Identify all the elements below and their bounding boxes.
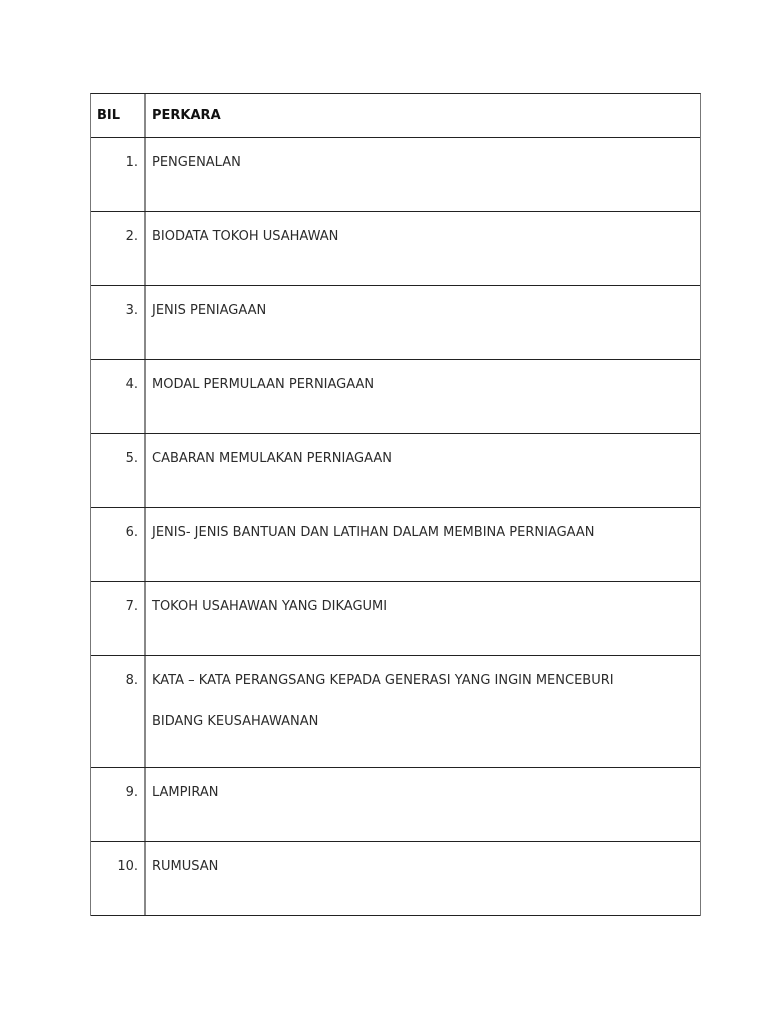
row-perkara (146, 768, 700, 816)
row-number: 5. (91, 434, 146, 507)
perkara-text-line: LAMPIRAN (152, 785, 219, 800)
row-perkara (146, 138, 700, 186)
row-number: 6. (91, 508, 146, 581)
perkara-text-line: MODAL PERMULAAN PERNIAGAAN (152, 377, 375, 392)
table-row (91, 508, 700, 582)
row-perkara (146, 582, 700, 630)
row-perkara (146, 434, 700, 482)
row-number: 7. (91, 582, 146, 655)
row-number: 1. (91, 138, 146, 211)
row-perkara (146, 842, 700, 890)
row-perkara (146, 286, 700, 334)
table-row (91, 360, 700, 434)
row-perkara (146, 508, 700, 556)
perkara-text-line: CABARAN MEMULAKAN PERNIAGAAN (152, 451, 392, 466)
perkara-text-line: BIDANG KEUSAHAWANAN (152, 714, 319, 729)
perkara-text-line: JENIS- JENIS BANTUAN DAN LATIHAN DALAM MEMBINA PERNIAGAAN (152, 525, 595, 540)
header-perkara: PERKARA (152, 108, 221, 123)
row-perkara (146, 212, 700, 260)
table-row (91, 582, 700, 656)
table-row (91, 434, 700, 508)
table-row (91, 138, 700, 212)
table-row (91, 286, 700, 360)
perkara-text-line: BIODATA TOKOH USAHAWAN (152, 229, 339, 244)
contents-table (90, 93, 701, 916)
row-number: 10. (91, 842, 146, 915)
perkara-text-line: PENGENALAN (152, 155, 241, 170)
perkara-text-line: RUMUSAN (152, 859, 219, 874)
table-row (91, 212, 700, 286)
row-number: 9. (91, 768, 146, 841)
table-header-row (91, 94, 700, 138)
header-bil: BIL (91, 94, 146, 137)
perkara-text-line: TOKOH USAHAWAN YANG DIKAGUMI (152, 599, 388, 614)
row-number: 8. (91, 656, 146, 767)
row-number: 2. (91, 212, 146, 285)
row-number: 4. (91, 360, 146, 433)
table-row (91, 656, 700, 768)
table-row (91, 842, 700, 916)
table-row (91, 768, 700, 842)
perkara-text-line: KATA – KATA PERANGSANG KEPADA GENERASI YANG INGIN MENCEBURI (152, 673, 614, 688)
row-perkara (146, 360, 700, 408)
row-perkara (146, 656, 700, 742)
perkara-text-line: JENIS PENIAGAAN (152, 303, 267, 318)
row-number: 3. (91, 286, 146, 359)
